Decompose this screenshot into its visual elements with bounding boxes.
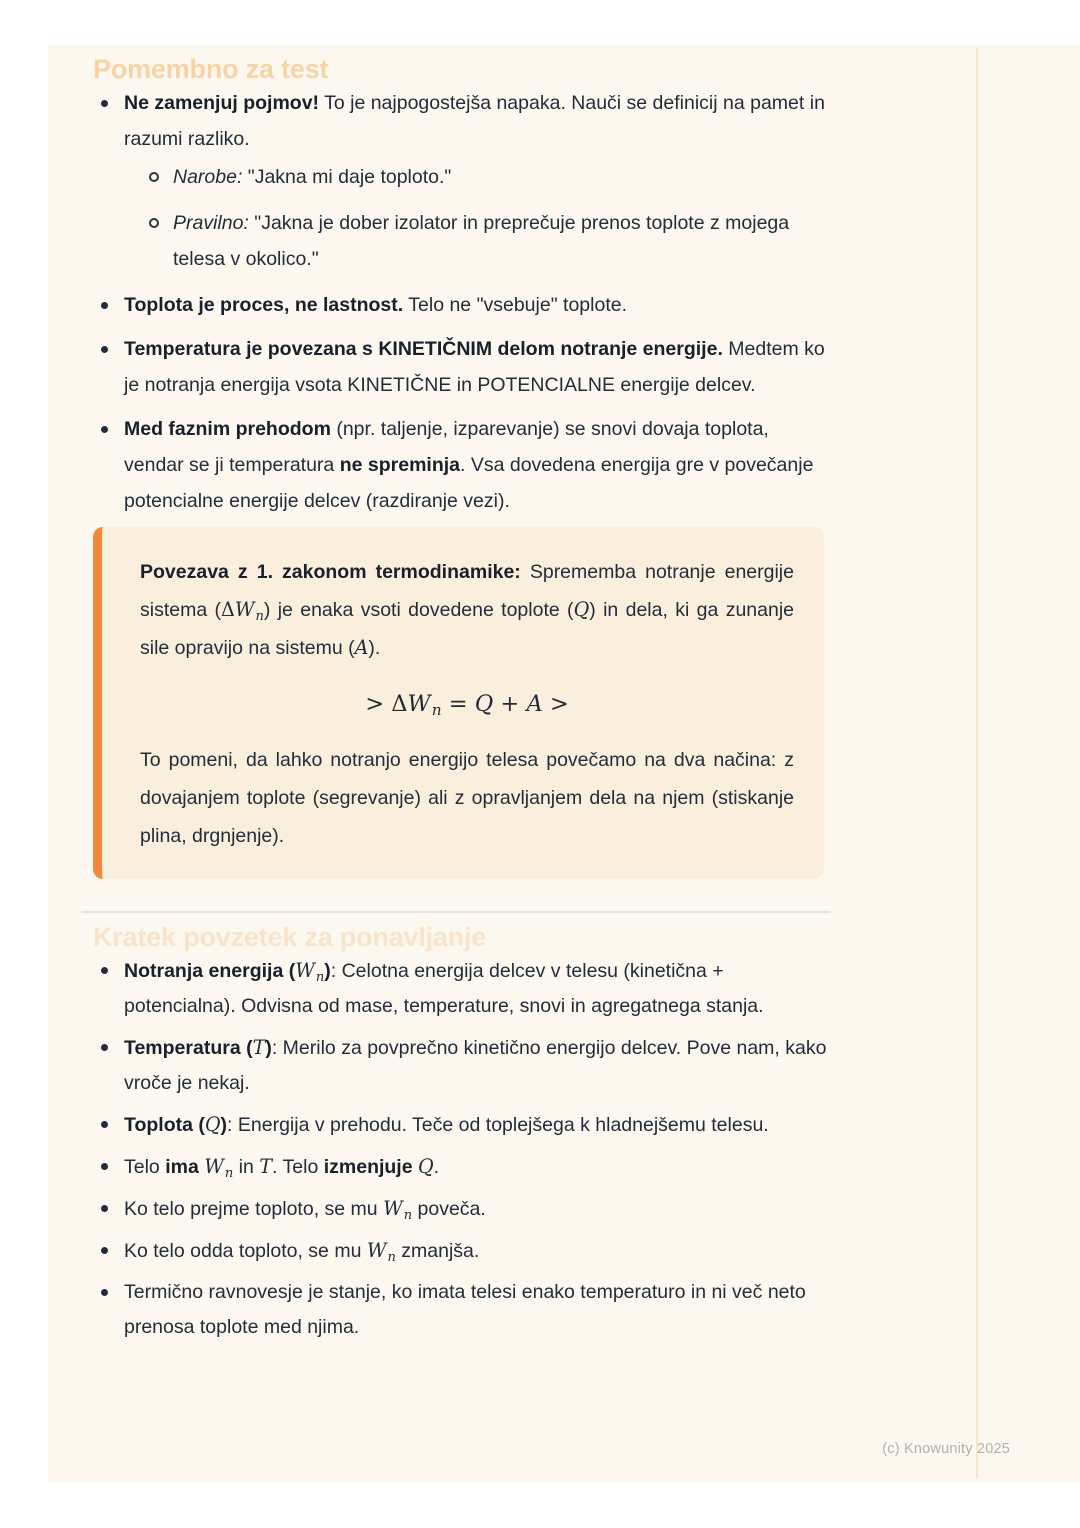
section-divider	[82, 911, 830, 913]
bullet-icon	[101, 1247, 108, 1254]
bullet-icon	[101, 1205, 108, 1212]
bullet-text: Toplota (Q): Energija v prehodu. Teče od toplejšega k hladnejšemu telesu.	[124, 1113, 769, 1136]
bullet-text: Notranja energija $(W_n)$: Celotna energija delcev v telesu (kinetična + potencialna). Odvisna od mase, temperature, snovi in agregatnega stanja.	[124, 959, 764, 1017]
bullet-icon	[101, 1121, 108, 1128]
bullet-text: Toplota je proces, ne lastnost. Telo ne "vsebuje" toplote.	[124, 294, 628, 316]
sub-list-item	[140, 205, 830, 277]
important-list	[93, 85, 830, 519]
bullet-icon	[101, 1163, 108, 1170]
bullet-text: Ko telo odda toploto, se mu $W_n$ zmanjša.	[124, 1239, 480, 1265]
notes-content	[93, 53, 830, 1351]
list-item	[93, 1275, 830, 1345]
notes-card	[48, 45, 1080, 1482]
list-item	[93, 953, 830, 1024]
bullet-text: Temperatura je povezana s KINETIČNIM delom notranje energije. Medtem ko je notranja energija vsota KINETIČNE in POTENCIALNE energije delcev.	[124, 338, 825, 396]
bullet-text: Telo ima $W_n$ in T. Telo izmenjuje Q.	[124, 1155, 440, 1181]
bullet-text: Temperatura (T): Merilo za povprečno kinetično energijo delcev. Pove nam, kako vroče je nekaj.	[124, 1036, 827, 1094]
sub-list-item	[140, 159, 830, 195]
sub-bullet-text: Narobe: "Jakna mi daje toploto."	[173, 166, 452, 188]
circle-bullet-icon	[149, 218, 159, 228]
bullet-text: Ne zamenjuj pojmov! To je najpogostejša napaka. Nauči se definicij na pamet in razumi razliko.	[124, 92, 825, 150]
bullet-icon	[101, 967, 108, 974]
list-item	[93, 411, 830, 519]
bullet-text: Med faznim prehodom (npr. taljenje, izparevanje) se snovi dovaja toplota, vendar se ji temperatura ne spreminja. Vsa dovedena energija gre v povečanje potencialne energije delcev (razdiranje vezi).	[124, 418, 814, 512]
callout-box	[93, 527, 824, 879]
section-heading-povzetek: Kratek povzetek za ponavljanje	[93, 922, 487, 952]
bullet-icon	[101, 302, 108, 309]
bullet-icon	[101, 346, 108, 353]
list-item	[93, 85, 830, 277]
list-item	[93, 1030, 830, 1101]
watermark: (c) Knowunity 2025	[882, 1441, 1010, 1457]
list-item	[93, 287, 830, 323]
sub-list	[140, 159, 830, 277]
page-edge-line	[976, 48, 978, 1478]
bullet-icon	[101, 100, 108, 107]
callout-paragraph: To pomeni, da lahko notranjo energijo telesa povečamo na dva načina: z dovajanjem toplote (segrevanje) ali z opravljanjem dela na njem (stiskanje plina, drgnjenje).	[140, 749, 794, 847]
section-heading-pomembno: Pomembno za test	[93, 54, 329, 84]
list-item	[93, 1233, 830, 1269]
circle-bullet-icon	[149, 172, 159, 182]
summary-list	[93, 953, 830, 1345]
list-item	[93, 331, 830, 403]
list-item	[93, 1149, 830, 1185]
bullet-text: Termično ravnovesje je stanje, ko imata telesi enako temperaturo in ni več neto prenosa toplote med njima.	[124, 1281, 806, 1338]
bullet-icon	[101, 1044, 108, 1051]
list-item	[93, 1191, 830, 1227]
sub-bullet-text: Pravilno: "Jakna je dober izolator in preprečuje prenos toplote z mojega telesa v okolico."	[173, 212, 790, 270]
bullet-icon	[101, 426, 108, 433]
formula: > $\Delta W_n = Q + A$ >	[365, 691, 569, 720]
list-item	[93, 1107, 830, 1143]
bullet-text: Ko telo prejme toploto, se mu $W_n$ poveča.	[124, 1197, 486, 1223]
callout-paragraph: Povezava z 1. zakonom termodinamike: Sprememba notranje energije sistema $(\Delta W_n)$ je enaka vsoti dovedene toplote (Q) in dela, ki ga zunanje sile opravijo na sistemu (A).	[140, 561, 795, 659]
bullet-icon	[101, 1289, 108, 1296]
